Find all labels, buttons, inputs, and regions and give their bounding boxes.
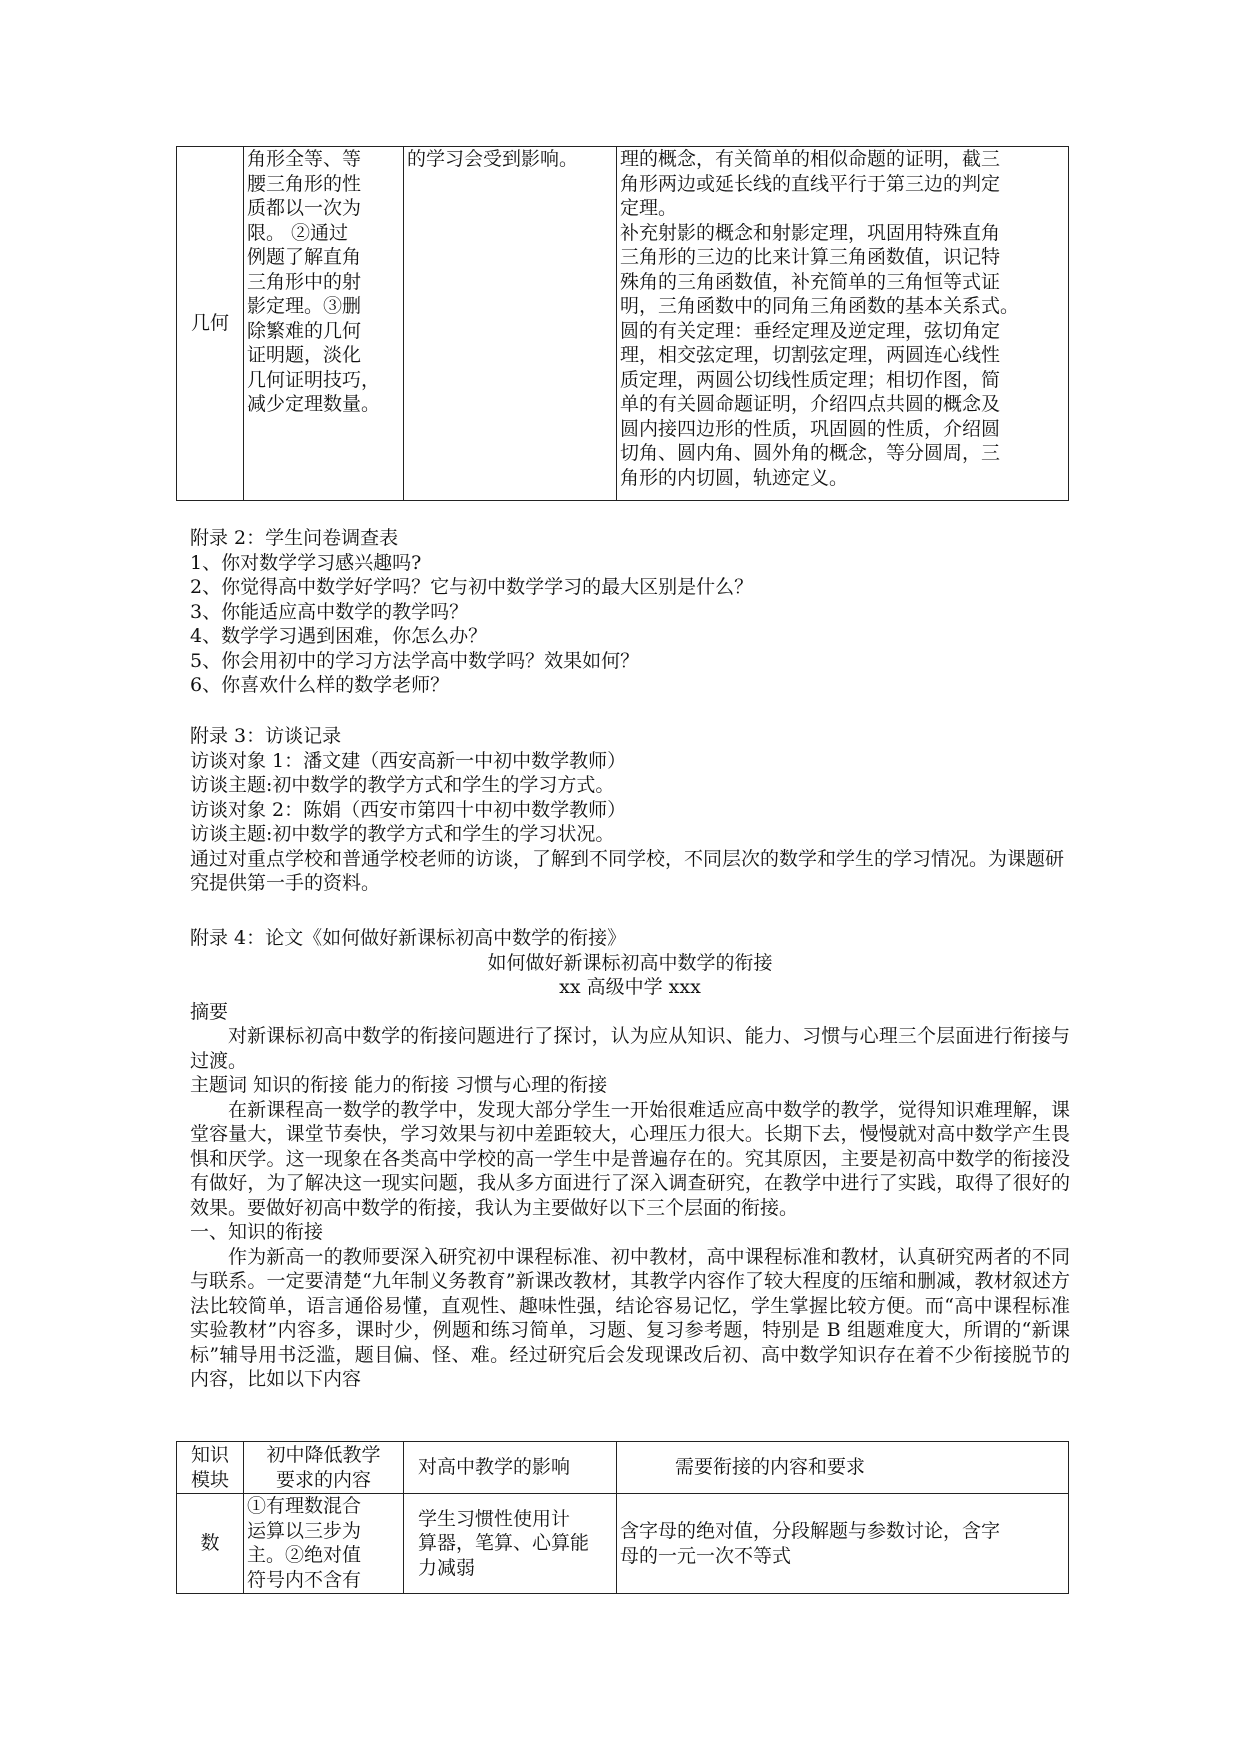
appendix-3-title: 附录 3：访谈记录 — [190, 725, 342, 747]
list-item: 1、你对数学学习感兴趣吗? — [190, 551, 422, 574]
paragraph: 在新课程高一数学的教学中，发现大部分学生一开始很难适应高中数学的教学，觉得知识难理解，课堂容量大，课堂节奏快，学习效果与初中差距较大，心理压力很大。长期下去，慢慢就对高中数学产生畏惧和厌学。这一现象在各类高中学校的高一学生中是普遍存在的。究其原因，主要是初高中数学的衔接没有做好，为了解决这一现实问题，我从多方面进行了深入调查研究，在教学中进行了实践，取得了很好的效果。要做好初高中数学的衔接，我认为主要做好以下三个层面的衔接。 — [190, 1098, 1070, 1219]
paper-author: xx 高级中学 xxx — [559, 976, 701, 998]
bridging-content-cell: 含字母的绝对值，分段解题与参数讨论，含字 母的一元一次不等式 — [617, 1494, 1069, 1594]
interview-summary: 通过对重点学校和普通学校老师的访谈，了解到不同学校，不同层次的数学和学生的学习情况。为课题研究提供第一手的资料。 — [190, 847, 1065, 894]
list-item: 3、你能适应高中数学的教学吗？ — [190, 600, 469, 623]
impact-cell: 学生习惯性使用计 算器，笔算、心算能 力减弱 — [404, 1494, 617, 1594]
interview-line: 访谈对象 1：潘文建（西安高新一中初中数学教师） — [190, 749, 627, 772]
abstract-label: 摘要 — [190, 1000, 229, 1023]
paragraph: 作为新高一的教师要深入研究初中课程标准、初中教材，高中课程标准和教材，认真研究两者的不同与联系。一定要清楚“九年制义务教育”新课改教材，其教学内容作了较大程度的压缩和删减，教材叙述方法比较简单，语言通俗易懂，直观性、趣味性强，结论容易记忆，学生掌握比较方便。而“高中课程标准实验教材”内容多，课时少，例题和练习简单，习题、复习参考题，特别是 B 组题难度大，所谓的“新课标”辅导用书泛滥，题目偏、怪、难。经过研究后会发现课改后初、高中数学知识存在着不少衔接脱节的内容，比如以下内容 — [190, 1245, 1070, 1390]
interview-line: 访谈主题:初中数学的教学方式和学生的学习状况。 — [190, 823, 615, 845]
column-header: 对高中教学的影响 — [404, 1442, 617, 1494]
list-item: 2、你觉得高中数学好学吗？它与初中数学学习的最大区别是什么？ — [190, 576, 754, 598]
appendix-4-section — [190, 926, 1070, 1392]
module-cell: 数 — [177, 1494, 244, 1594]
bottom-table — [176, 1441, 1069, 1594]
interview-line: 访谈对象 2：陈娟（西安市第四十中初中数学教师） — [190, 798, 627, 821]
column-header: 知识 模块 — [177, 1442, 244, 1494]
bridging-content-cell: 理的概念，有关简单的相似命题的证明，截三 角形两边或延长线的直线平行于第三边的判定 定理。 补充射影的概念和射影定理，巩固用特殊直角 三角形的三边的比来计算三角函数值，识记特 殊角的三角函数值，补充简单的三角恒等式证 明，三角函数中的同角三角函数的基本关系式。 圆的有关定理：垂经定理及逆定理，弦切角定 理，相交弦定理，切割弦定理，两圆连心线性 质定理，两圆公切线性质定理；相切作图，简 单的有关圆命题证明，介绍四点共圆的概念及 圆内接四边形的性质，巩固圆的性质，介绍圆 切角、圆内角、圆外角的概念，等分圆周，三 角形的内切圆，轨迹定义。 — [617, 147, 1069, 501]
top-table — [176, 146, 1069, 501]
section-heading: 一、知识的衔接 — [190, 1221, 324, 1243]
reduced-content-cell: 角形全等、等 腰三角形的性 质都以一次为 限。 ②通过 例题了解直角 三角形中的射 影定理。③删 除繁难的几何 证明题，淡化 几何证明技巧， 减少定理数量。 — [244, 147, 404, 501]
impact-cell: 的学习会受到影响。 — [404, 147, 617, 501]
appendix-2-title: 附录 2：学生问卷调查表 — [190, 527, 399, 549]
appendix-2-section — [190, 526, 1070, 698]
list-item: 4、数学学习遇到困难，你怎么办？ — [190, 625, 488, 647]
module-cell: 几何 — [177, 147, 244, 501]
interview-line: 访谈主题:初中数学的教学方式和学生的学习方式。 — [190, 774, 615, 796]
reduced-content-cell: ①有理数混合 运算以三步为 主。②绝对值 符号内不含有 — [244, 1494, 404, 1594]
paper-title: 如何做好新课标初高中数学的衔接 — [487, 951, 773, 974]
column-header: 初中降低教学 要求的内容 — [244, 1442, 404, 1494]
column-header: 需要衔接的内容和要求 — [617, 1442, 1069, 1494]
keywords: 主题词 知识的衔接 能力的衔接 习惯与心理的衔接 — [190, 1074, 608, 1096]
list-item: 6、你喜欢什么样的数学老师？ — [190, 674, 450, 696]
abstract-text: 对新课标初高中数学的衔接问题进行了探讨，认为应从知识、能力、习惯与心理三个层面进行衔接与过渡。 — [190, 1025, 1070, 1072]
table-row — [177, 147, 1069, 501]
appendix-3-section — [190, 724, 1070, 896]
list-item: 5、你会用初中的学习方法学高中数学吗？效果如何？ — [190, 649, 640, 672]
table-row — [177, 1494, 1069, 1594]
appendix-4-title: 附录 4：论文《如何做好新课标初高中数学的衔接》 — [190, 927, 627, 949]
table-header-row — [177, 1442, 1069, 1494]
